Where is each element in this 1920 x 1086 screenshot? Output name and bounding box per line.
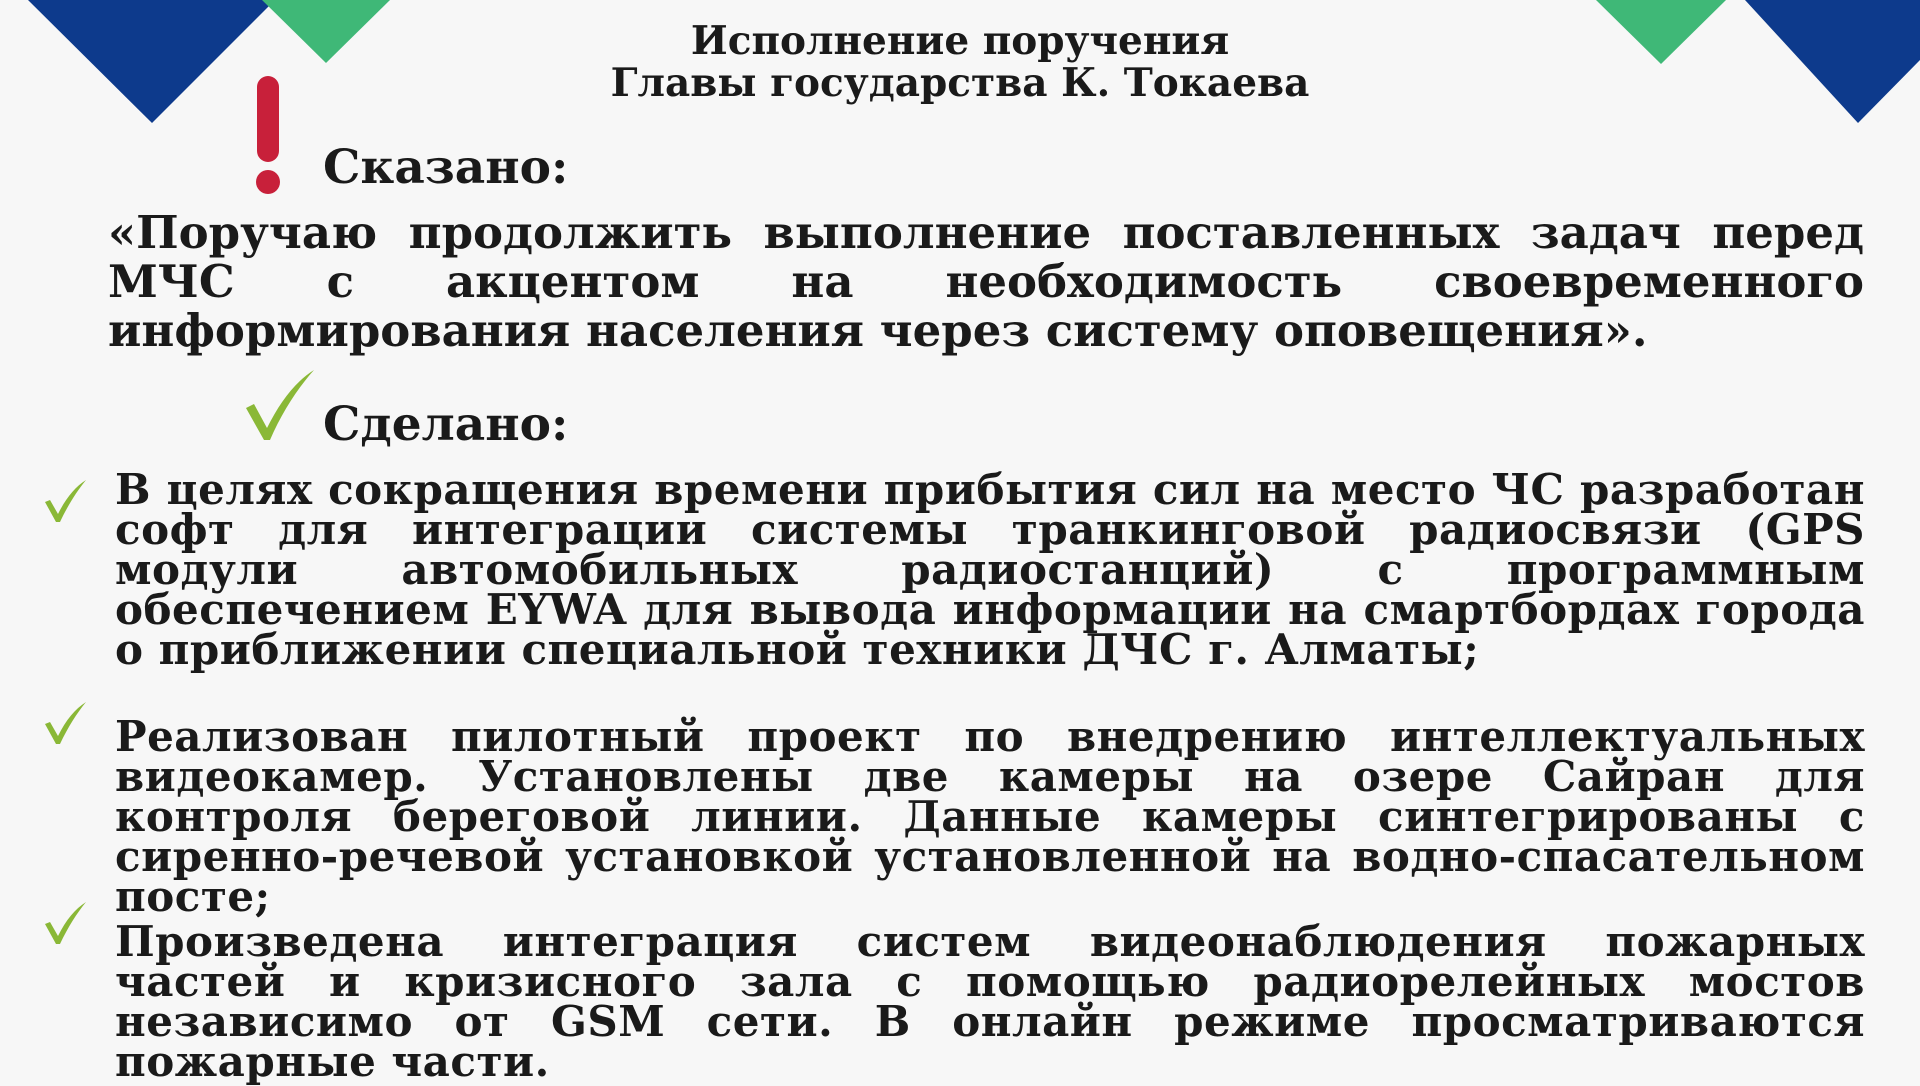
page-title [0,20,1920,104]
said-heading: Сказано: [323,140,569,195]
list-item: Произведена интеграция систем видеонаблюдения пожарных частей и кризисного зала с помощью радиорелейных мостов независимо от GSM сети. В онлайн режиме просматриваются пожарные части. [115,917,1865,1086]
checkmark-icon [42,900,88,946]
list-item: В целях сокращения времени прибытия сил на место ЧС разработан софт для интеграции системы транкинговой радиосвязи (GPS модули автомобильных радиостанций) с программным обеспечением EYWA для вывода информации на смартбордах города о приближении специальной техники ДЧС г. Алматы; [115,465,1865,674]
done-heading: Сделано: [323,397,569,452]
checkmark-icon [42,478,88,524]
instruction-quote: «Поручаю продолжить выполнение поставленных задач перед МЧС с акцентом на необходимость своевременного информирования населения через систему оповещения». [108,206,1864,357]
checkmark-icon [240,368,316,444]
exclamation-icon [252,76,286,196]
checkmark-icon [42,700,88,746]
title-line-2: Главы государства К. Токаева [610,60,1310,106]
list-item: Реализован пилотный проект по внедрению интеллектуальных видеокамер. Установлены две камеры на озере Сайран для контроля береговой линии. Данные камеры синтегрированы с сиренно-речевой установкой установленной на водно-спасательном посте; [115,712,1865,921]
title-line-1: Исполнение поручения [690,18,1230,64]
